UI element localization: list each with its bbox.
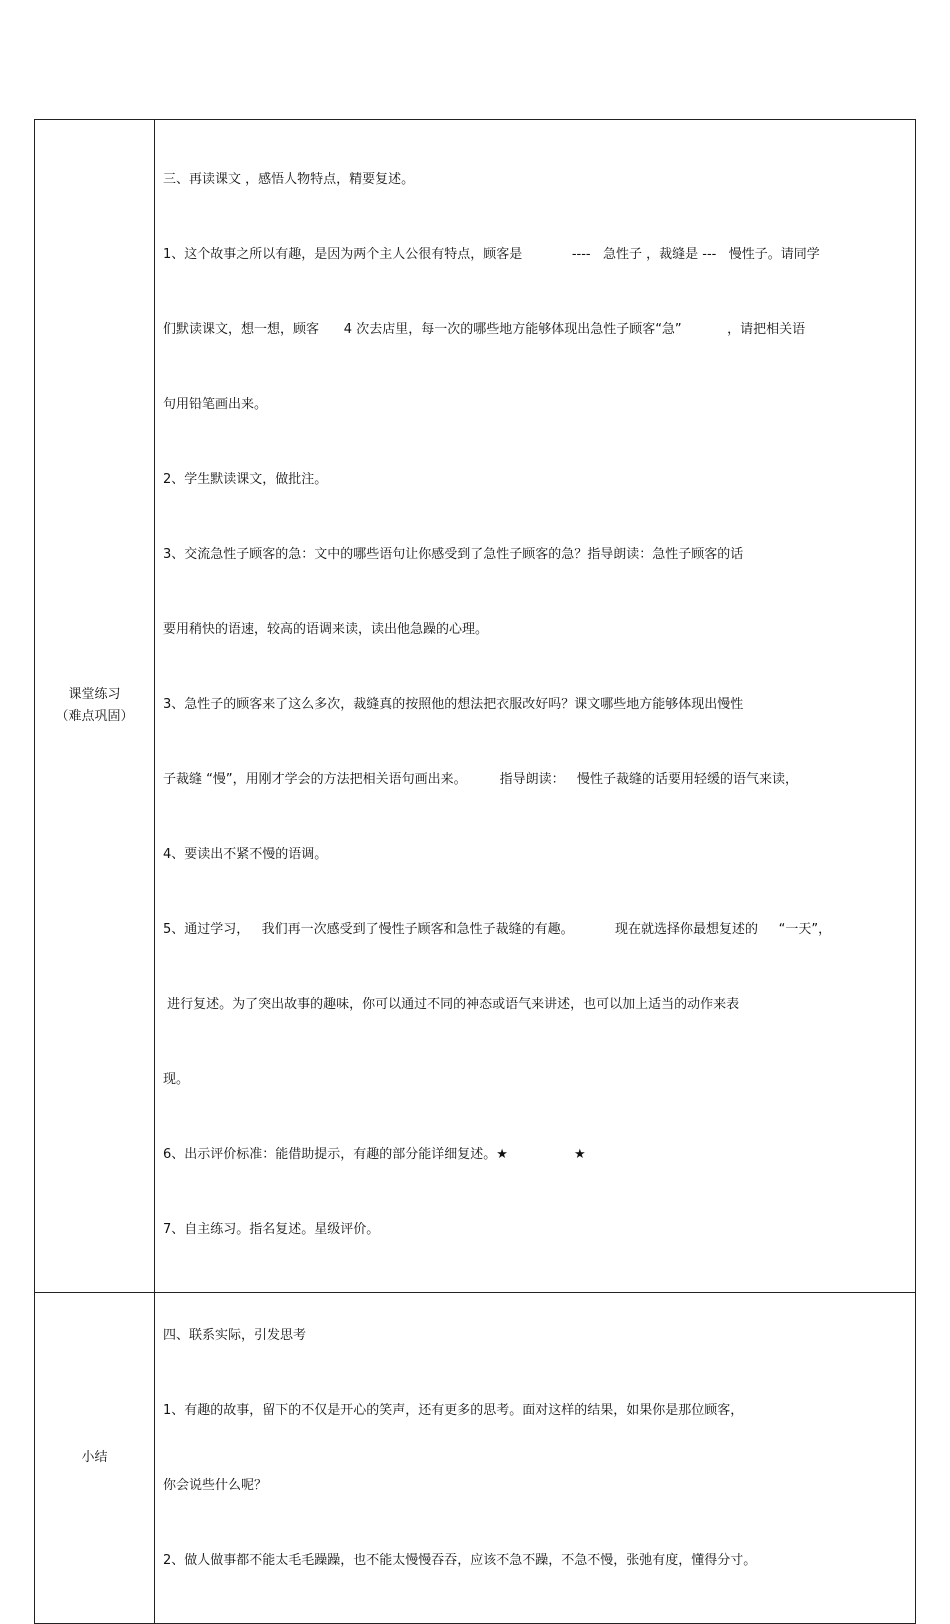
practice-line: 要用稍快的语速，较高的语调来读，读出他急躁的心理。 <box>163 622 489 637</box>
practice-line: 句用铅笔画出来。 <box>163 397 268 412</box>
practice-content <box>163 117 915 1292</box>
practice-content-cell <box>155 120 916 1293</box>
summary-line: 1、有趣的故事，留下的不仅是开心的笑声，还有更多的思考。面对这样的结果，如果你是那位顾客， <box>163 1403 744 1418</box>
summary-label-cell <box>35 1293 155 1624</box>
practice-line: 3、急性子的顾客来了这么多次，裁缝真的按照他的想法把衣服改好吗？课文哪些地方能够体现出慢性 <box>163 697 744 712</box>
practice-line: 3、交流急性子顾客的急：文中的哪些语句让你感受到了急性子顾客的急？指导朗读：急性子顾客的话 <box>163 547 744 562</box>
summary-content <box>163 1273 915 1623</box>
practice-line: 2、学生默读课文，做批注。 <box>163 472 328 487</box>
summary-line: 2、做人做事都不能太毛毛躁躁，也不能太慢慢吞吞，应该不急不躁，不急不慢，张弛有度，懂得分寸。 <box>163 1553 757 1568</box>
practice-line: 进行复述。为了突出故事的趣味，你可以通过不同的神态或语气来讲述，也可以加上适当的动作来表 <box>163 997 740 1012</box>
practice-line: 1、这个故事之所以有趣，是因为两个主人公很有特点，顾客是 ---- 急性子 ，裁缝是 --- 慢性子。请同学 <box>163 247 820 262</box>
practice-line: 三、再读课文 ，感悟人物特点，精要复述。 <box>163 172 415 187</box>
practice-label-subtitle: （难点巩固） <box>55 709 134 724</box>
practice-line: 7、自主练习。指名复述。星级评价。 <box>163 1222 380 1237</box>
practice-line: 们默读课文，想一想，顾客 4 次去店里，每一次的哪些地方能够体现出急性子顾客“急” ，请把相关语 <box>163 322 806 337</box>
practice-line: 现。 <box>163 1072 190 1087</box>
summary-line: 你会说些什么呢？ <box>163 1478 268 1493</box>
summary-line: 四、联系实际，引发思考 <box>163 1328 307 1343</box>
practice-line: 子裁缝 “慢”，用刚才学会的方法把相关语句画出来。 指导朗读： 慢性子裁缝的话要用轻缓的语气来读， <box>163 772 799 787</box>
practice-label-cell <box>35 120 155 1293</box>
summary-row <box>35 1293 916 1624</box>
practice-label-title: 课堂练习 <box>68 687 121 702</box>
practice-line: 6、出示评价标准：能借助提示，有趣的部分能详细复述。★ ★ <box>163 1147 586 1162</box>
summary-label: 小结 <box>81 1450 108 1465</box>
practice-line: 4、要读出不紧不慢的语调。 <box>163 847 328 862</box>
practice-row <box>35 120 916 1293</box>
summary-content-cell <box>155 1293 916 1624</box>
practice-line: 5、通过学习， 我们再一次感受到了慢性子顾客和急性子裁缝的有趣。 现在就选择你最想复述的 “一天”， <box>163 922 832 937</box>
lesson-plan-table <box>34 119 916 1624</box>
